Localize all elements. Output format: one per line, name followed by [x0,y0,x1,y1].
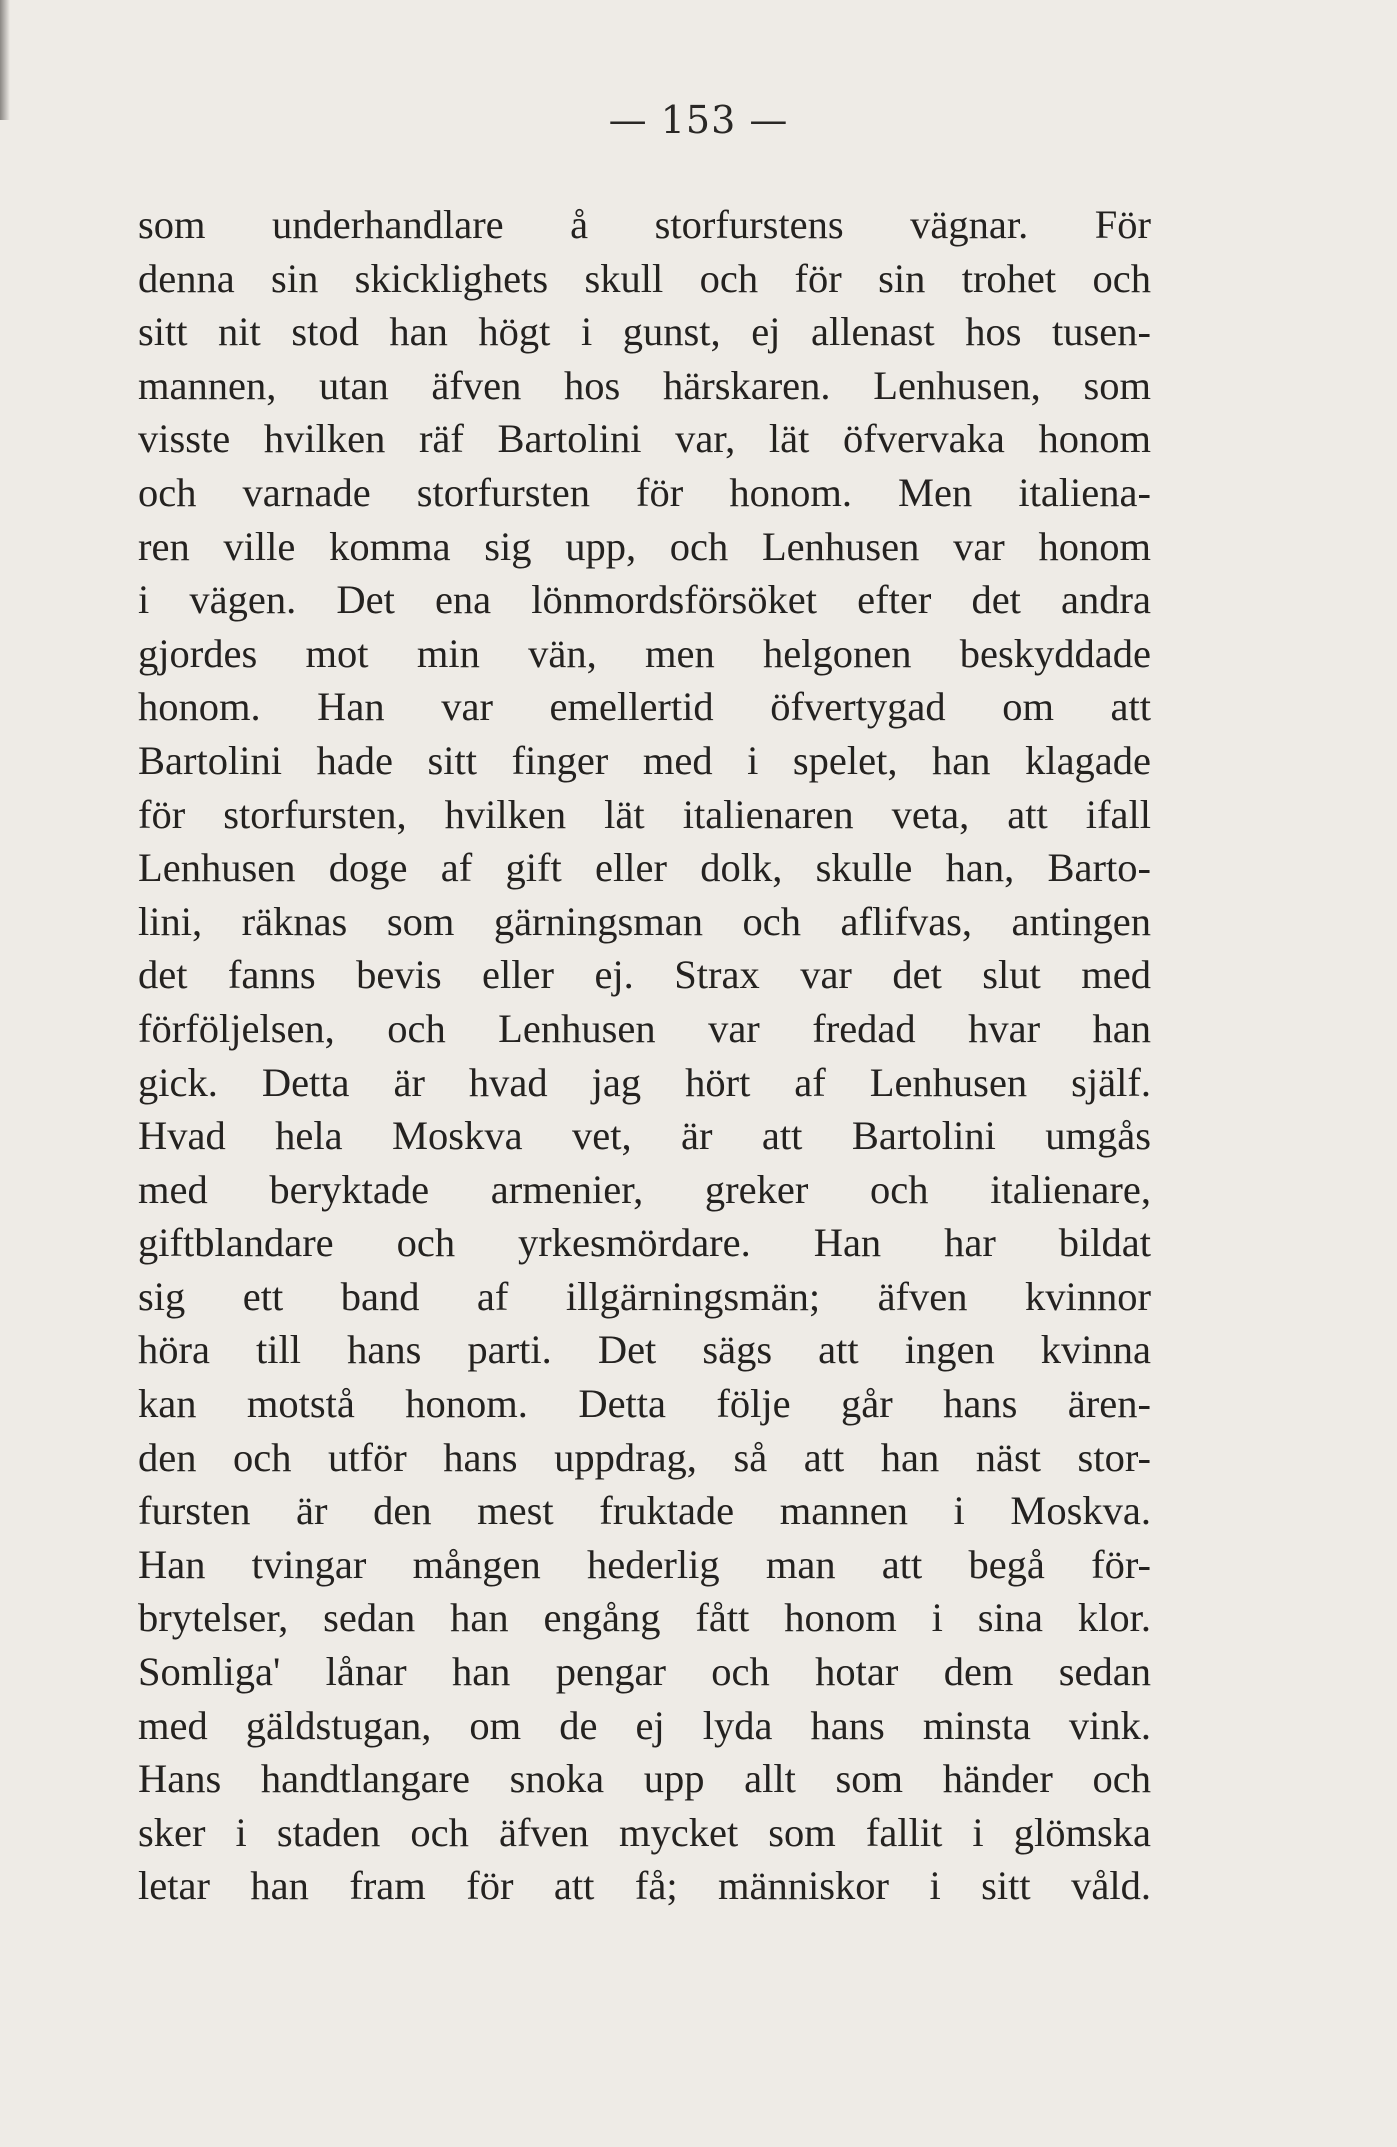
text-line: som underhandlare å storfurstens vägnar. För [138,202,1151,247]
text-line: i vägen. Det ena lönmordsförsöket efter det andra [138,577,1151,623]
text-line: Somliga' lånar han pengar och hotar dem sedan [138,1649,1151,1695]
text-line: och varnade storfursten för honom. Men italiena- [138,469,1151,515]
text-line: det fanns bevis eller ej. Strax var det slut med [138,952,1151,998]
text-line: Hvad hela Moskva vet, är att Bartolini umgås [138,1113,1151,1159]
text-line: med beryktade armenier, greker och italienare, [138,1166,1151,1212]
text-line: sitt nit stod han högt i gunst, ej allenast hos tusen- [138,309,1151,355]
text-line: fursten är den mest fruktade mannen i Moskva. [138,1488,1151,1534]
text-line: ren ville komma sig upp, och Lenhusen var honom [138,523,1151,569]
text-line: gick. Detta är hvad jag hört af Lenhusen själf. [138,1059,1151,1105]
text-line: visste hvilken räf Bartolini var, lät öfvervaka honom [138,416,1151,462]
text-line: Hans handtlangare snoka upp allt som händer och [138,1756,1151,1802]
text-line: för storfursten, hvilken lät italienaren veta, att ifall [138,791,1151,837]
text-line: förföljelsen, och Lenhusen var fredad hvar han [138,1005,1151,1051]
text-line: honom. Han var emellertid öfvertygad om att [138,684,1151,730]
text-line: lini, räknas som gärningsman och aflifvas, antingen [138,898,1151,944]
text-line: den och utför hans uppdrag, så att han näst stor- [138,1434,1151,1480]
text-line: sker i staden och äfven mycket som fallit i glömska [138,1809,1151,1855]
text-line: höra till hans parti. Det sägs att ingen kvinna [138,1327,1151,1373]
page-number: — 153 — [608,98,789,142]
text-line: gjordes mot min vän, men helgonen beskyddade [138,630,1151,676]
text-line: Bartolini hade sitt finger med i spelet, han klagade [138,737,1151,783]
text-line: giftblandare och yrkesmördare. Han har bildat [138,1220,1151,1266]
text-line: med gäldstugan, om de ej lyda hans minsta vink. [138,1702,1151,1748]
text-line: Han tvingar mången hederlig man att begå för- [138,1541,1151,1587]
text-line: mannen, utan äfven hos härskaren. Lenhusen, som [138,362,1151,408]
text-line: kan motstå honom. Detta följe går hans ären- [138,1381,1151,1427]
text-line: sig ett band af illgärningsmän; äfven kvinnor [138,1273,1151,1319]
body-text [138,198,1151,1913]
text-line: Lenhusen doge af gift eller dolk, skulle han, Barto- [138,845,1151,891]
text-line: denna sin skicklighets skull och för sin trohet och [138,255,1151,301]
text-line: letar han fram för att få; människor i sitt våld. [138,1863,1151,1909]
text-line: brytelser, sedan han engång fått honom i sina klor. [138,1595,1151,1641]
